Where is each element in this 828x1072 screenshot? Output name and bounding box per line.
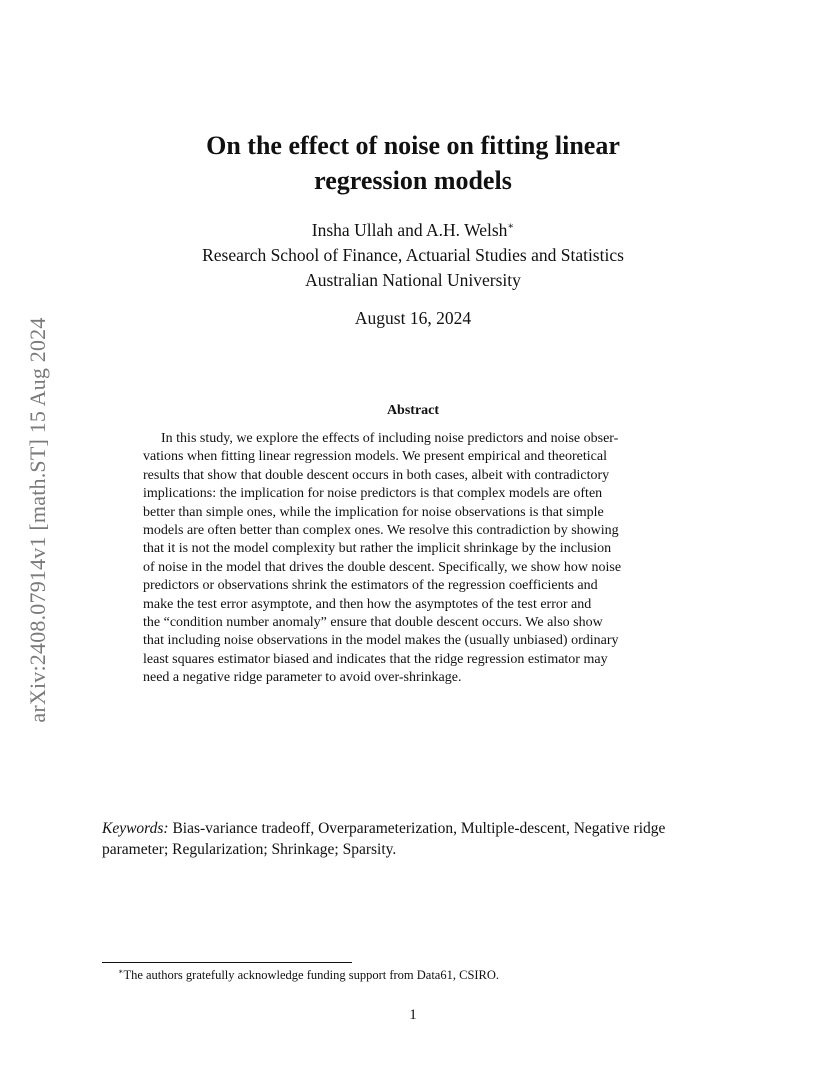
abstract-line: of noise in the model that drives the double descent. Specifically, we show how noise xyxy=(143,559,622,575)
affiliation-line: Australian National University xyxy=(305,270,521,290)
affiliation-line: Research School of Finance, Actuarial Studies and Statistics xyxy=(202,245,624,265)
keywords-line xyxy=(102,818,727,839)
keywords-line: parameter; Regularization; Shrinkage; Sparsity. xyxy=(102,841,397,858)
publication-date: August 16, 2024 xyxy=(354,308,472,328)
abstract-line: vations when fitting linear regression models. We present empirical and theoretical xyxy=(143,449,607,465)
footnote xyxy=(118,966,738,984)
abstract-body xyxy=(143,430,684,688)
abstract-line: better than simple ones, while the implication for noise observations is that simple xyxy=(143,504,604,520)
title-line: On the effect of noise on fitting linear xyxy=(206,131,620,160)
abstract-line: In this study, we explore the effects of including noise predictors and noise obser- xyxy=(161,431,619,446)
author-block xyxy=(100,218,726,293)
keywords-label: Keywords: xyxy=(102,820,169,837)
abstract-line: implications: the implication for noise predictors is that complex models are often xyxy=(143,486,603,502)
keywords-text: Bias-variance tradeoff, Overparameterization, Multiple-descent, Negative ridge xyxy=(168,820,666,837)
paper-title xyxy=(100,128,726,198)
abstract-line: that including noise observations in the model makes the (usually unbiased) ordinary xyxy=(143,633,619,649)
abstract-line: models are often better than complex ones. We resolve this contradiction by showing xyxy=(143,523,619,539)
abstract-line: predictors or observations shrink the estimators of the regression coefficients and xyxy=(143,578,598,594)
abstract-line: make the test error asymptote, and then how the asymptotes of the test error and xyxy=(143,596,592,612)
author-footnote-mark: ∗ xyxy=(507,221,515,232)
page-number: 1 xyxy=(409,1007,417,1023)
footnote-text: The authors gratefully acknowledge funding support from Data61, CSIRO. xyxy=(123,968,500,982)
abstract-line: that it is not the model complexity but rather the implicit shrinkage by the inclusion xyxy=(143,541,612,557)
keywords-block xyxy=(102,818,727,860)
author-names: Insha Ullah and A.H. Welsh xyxy=(311,220,508,240)
abstract-line: least squares estimator biased and indicates that the ridge regression estimator may xyxy=(143,651,608,667)
author-names-line xyxy=(100,218,726,243)
footnote-mark: ∗ xyxy=(118,967,124,976)
abstract-line: results that show that double descent occurs in both cases, albeit with contradictory xyxy=(143,467,610,483)
arxiv-identifier-stamp: arXiv:2408.07914v1 [math.ST] 15 Aug 2024 xyxy=(25,317,50,723)
footnote-divider xyxy=(102,962,352,963)
abstract-line: the “condition number anomaly” ensure that double descent occurs. We also show xyxy=(143,615,603,631)
abstract-line: need a negative ridge parameter to avoid over-shrinkage. xyxy=(143,670,462,686)
title-line: regression models xyxy=(314,166,512,195)
abstract-heading: Abstract xyxy=(386,403,440,418)
